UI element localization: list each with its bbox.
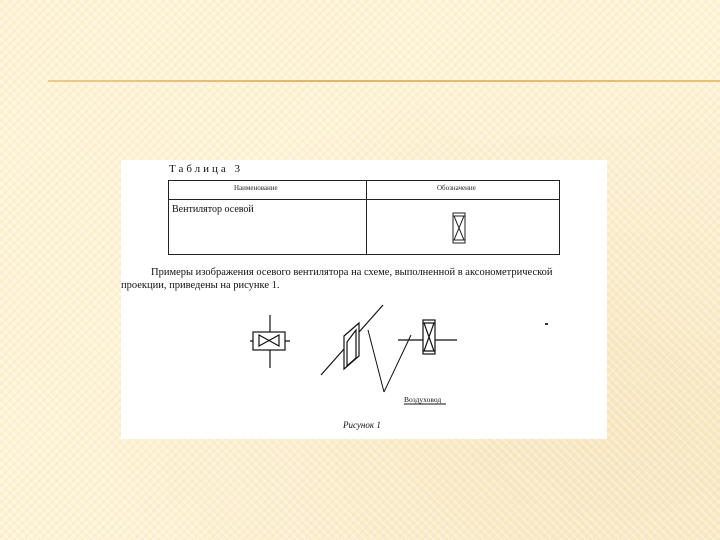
table-header-name: Наименование [234,184,278,192]
table-row-name: Вентилятор осевой [172,204,254,215]
fan-symbol-axonometric-icon [321,305,383,375]
table-title: Таблица 3 [169,163,244,175]
document-sheet [121,160,607,439]
stray-mark [545,323,548,325]
header-rule [48,80,720,82]
paragraph-line-1: Примеры изображения осевого вентилятора на схеме, выполненной в аксонометрической [151,267,553,278]
paragraph-line-2: проекции, приведены на рисунке 1. [121,280,280,291]
figure-caption: Рисунок 1 [343,420,381,430]
fan-drawing [121,160,607,439]
table-fan-symbol-icon [453,213,465,243]
table-header-symbol: Обозначение [437,184,476,192]
description-paragraph [121,266,601,292]
duct-label: Воздуховод [404,395,442,404]
fan-symbol-vertical-icon [398,320,457,354]
fan-symbol-plan-icon [250,315,290,368]
